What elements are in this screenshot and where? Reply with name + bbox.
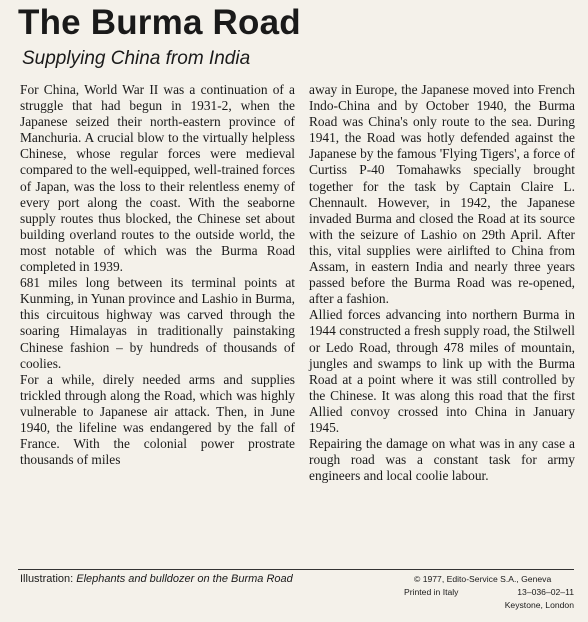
card-code: 13–036–02–11: [517, 587, 574, 597]
printed-text: Printed in Italy: [404, 587, 459, 597]
footer-divider: [18, 569, 574, 570]
body-paragraph: away in Europe, the Japanese moved into French Indo-China and by October 1940, the Burma Road was China's only route to the sea. During 1941, the Road was hotly defended against the Japanese by the famous 'Flying Tigers', a force of Curtiss P-40 Tomahawks specially brought together for the task by Captain Claire L. Chennault. However, in 1942, the Japanese invaded Burma and closed the Road at its source with the seizure of Lashio on 29th April. After this, vital supplies were airlifted to China from Assam, in eastern India and nearly three years passed before the Burma Road was re-opened, after a fashion.: [309, 82, 575, 307]
illustration-credit: [20, 573, 293, 585]
photo-credit: Keystone, London: [504, 600, 574, 610]
left-column: [20, 82, 295, 468]
page-subtitle: Supplying China from India: [22, 48, 251, 69]
body-paragraph: Repairing the damage on what was in any case a rough road was a constant task for army engineers and local coolie labour.: [309, 436, 575, 484]
right-column: [309, 82, 575, 484]
body-paragraph: For China, World War II was a continuation of a struggle that had begun in 1931-2, when the Japanese seized their north-eastern province of Manchuria. A crucial blow to the virtually helpless Chinese, whose regular forces were medieval compared to the well-equipped, well-trained forces of Japan, was the loss to their relentless enemy of every port along the coast. With the seaborne supply routes thus blocked, the Chinese set about building overland routes to the outside world, the most notable of which was the Burma Road completed in 1939.: [20, 82, 295, 275]
illustration-label: Illustration:: [20, 573, 74, 585]
publisher-credits: [404, 573, 574, 612]
copyright-text: © 1977, Edito-Service S.A., Geneva: [414, 574, 552, 584]
page-title: The Burma Road: [18, 3, 301, 42]
body-paragraph: For a while, direly needed arms and supplies trickled through along the Road, which was highly vulnerable to Japanese air attack. Then, in June 1940, the lifeline was endangered by the fall of France. With the colonial power prostrate thousands of miles: [20, 371, 295, 468]
body-paragraph: Allied forces advancing into northern Burma in 1944 constructed a fresh supply road, the Stilwell or Ledo Road, through 478 miles of mountain, jungles and swamps to link up with the Burma Road at a point where it was still controlled by the Chinese. It was along this road that the first Allied convoy crossed into China in January 1945.: [309, 307, 575, 435]
body-paragraph: 681 miles long between its terminal points at Kunming, in Yunan province and Lashio in Burma, this circuitous highway was carved through the soaring Himalayas in traditionally painstaking Chinese fashion – by hundreds of thousands of coolies.: [20, 275, 295, 371]
illustration-caption: Elephants and bulldozer on the Burma Road: [76, 573, 293, 585]
